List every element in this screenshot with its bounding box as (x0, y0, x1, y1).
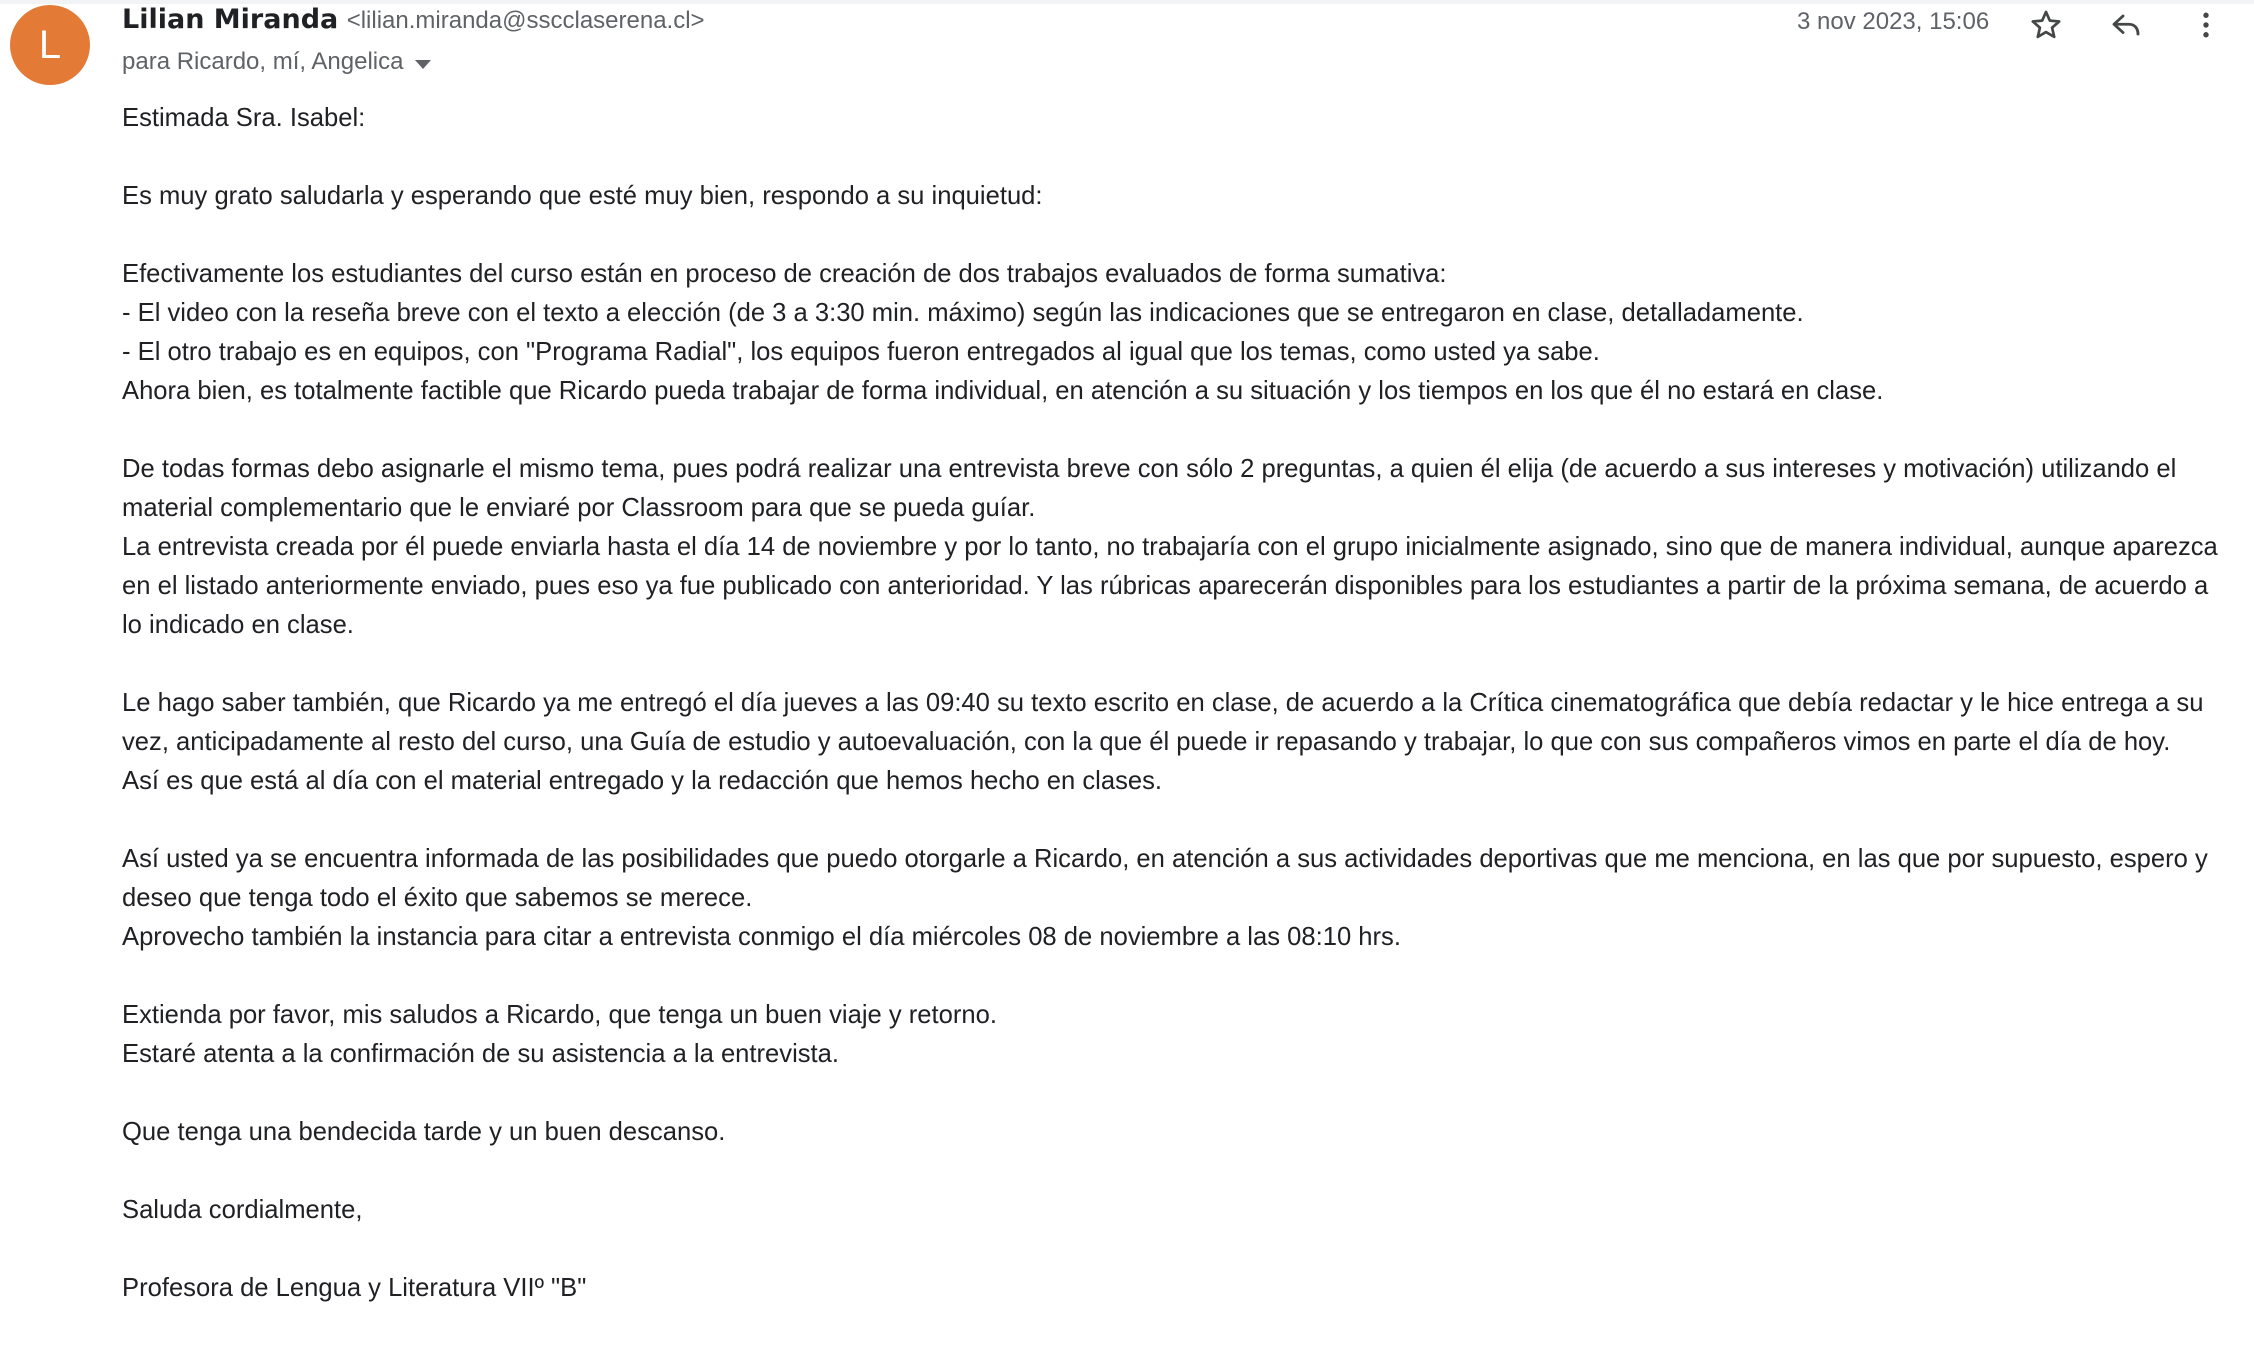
signature: Profesora de Lengua y Literatura VIIº "B" (122, 1274, 587, 1302)
recipients-label: para Ricardo, mí, Angelica (122, 48, 404, 75)
body-paragraph: Le hago saber también, que Ricardo ya me entregó el día jueves a las 09:40 su texto escrito en clase, de acuerdo a la Crítica cinematográfica que debía redactar y le hice entrega a su vez, anticipadamente al resto del curso, una Guía de estudio y autoevaluación, con la que él puede ir repasando y trabajar, lo que con sus compañeros vimos en parte el día de hoy. (122, 689, 2204, 756)
caret-down-icon[interactable] (415, 60, 431, 69)
body-paragraph: Efectivamente los estudiantes del curso están en proceso de creación de dos trabajos evaluados de forma sumativa: (122, 260, 1447, 288)
more-options-button[interactable] (2183, 2, 2229, 48)
star-button[interactable] (2023, 2, 2069, 48)
sender-name[interactable]: Lilian Miranda (122, 4, 339, 35)
recipients-toggle[interactable] (122, 48, 431, 76)
body-paragraph: Así usted ya se encuentra informada de las posibilidades que puedo otorgarle a Ricardo, en atención a sus actividades deportivas que me menciona, en las que por supuesto, espero y deseo que tenga todo el éxito que sabemos se merece. (122, 845, 2208, 912)
star-icon (2029, 8, 2063, 42)
reply-icon (2108, 7, 2144, 43)
more-vert-icon (2188, 7, 2224, 43)
body-paragraph: Ahora bien, es totalmente factible que Ricardo pueda trabajar de forma individual, en atención a su situación y los tiempos en los que él no estará en clase. (122, 377, 1884, 405)
sender-info (122, 4, 705, 35)
body-paragraph: Extienda por favor, mis saludos a Ricardo, que tenga un buen viaje y retorno. (122, 1001, 997, 1029)
reply-button[interactable] (2103, 2, 2149, 48)
email-date: 3 nov 2023, 15:06 (1797, 8, 1990, 35)
body-paragraph: Es muy grato saludarla y esperando que esté muy bien, respondo a su inquietud: (122, 182, 1043, 210)
sender-avatar[interactable] (10, 5, 90, 85)
email-body (122, 99, 2227, 1308)
body-list-item: - El otro trabajo es en equipos, con "Programa Radial", los equipos fueron entregados al igual que los temas, como usted ya sabe. (122, 338, 1600, 366)
sign-off: Saluda cordialmente, (122, 1196, 363, 1224)
avatar-letter: L (38, 22, 62, 67)
body-paragraph: Estaré atenta a la confirmación de su asistencia a la entrevista. (122, 1040, 840, 1068)
sender-email: <lilian.miranda@sscclaserena.cl> (346, 7, 705, 34)
greeting: Estimada Sra. Isabel: (122, 104, 366, 132)
body-paragraph: Que tenga una bendecida tarde y un buen descanso. (122, 1118, 726, 1146)
body-paragraph: Aprovecho también la instancia para citar a entrevista conmigo el día miércoles 08 de noviembre a las 08:10 hrs. (122, 923, 1401, 951)
body-paragraph: Así es que está al día con el material entregado y la redacción que hemos hecho en clases. (122, 767, 1163, 795)
body-paragraph: La entrevista creada por él puede enviarla hasta el día 14 de noviembre y por lo tanto, no trabajaría con el grupo inicialmente asignado, sino que de manera individual, aunque aparezca en el listado anteriormente enviado, pues eso ya fue publicado con anterioridad. Y las rúbricas aparecerán disponibles para los estudiantes a partir de la próxima semana, de acuerdo a lo indicado en clase. (122, 533, 2218, 639)
body-paragraph: De todas formas debo asignarle el mismo tema, pues podrá realizar una entrevista breve con sólo 2 preguntas, a quien él elija (de acuerdo a sus intereses y motivación) utilizando el material complementario que le enviaré por Classroom para que se pueda guíar. (122, 455, 2177, 522)
body-list-item: - El video con la reseña breve con el texto a elección (de 3 a 3:30 min. máximo) según las indicaciones que se entregaron en clase, detalladamente. (122, 299, 1804, 327)
